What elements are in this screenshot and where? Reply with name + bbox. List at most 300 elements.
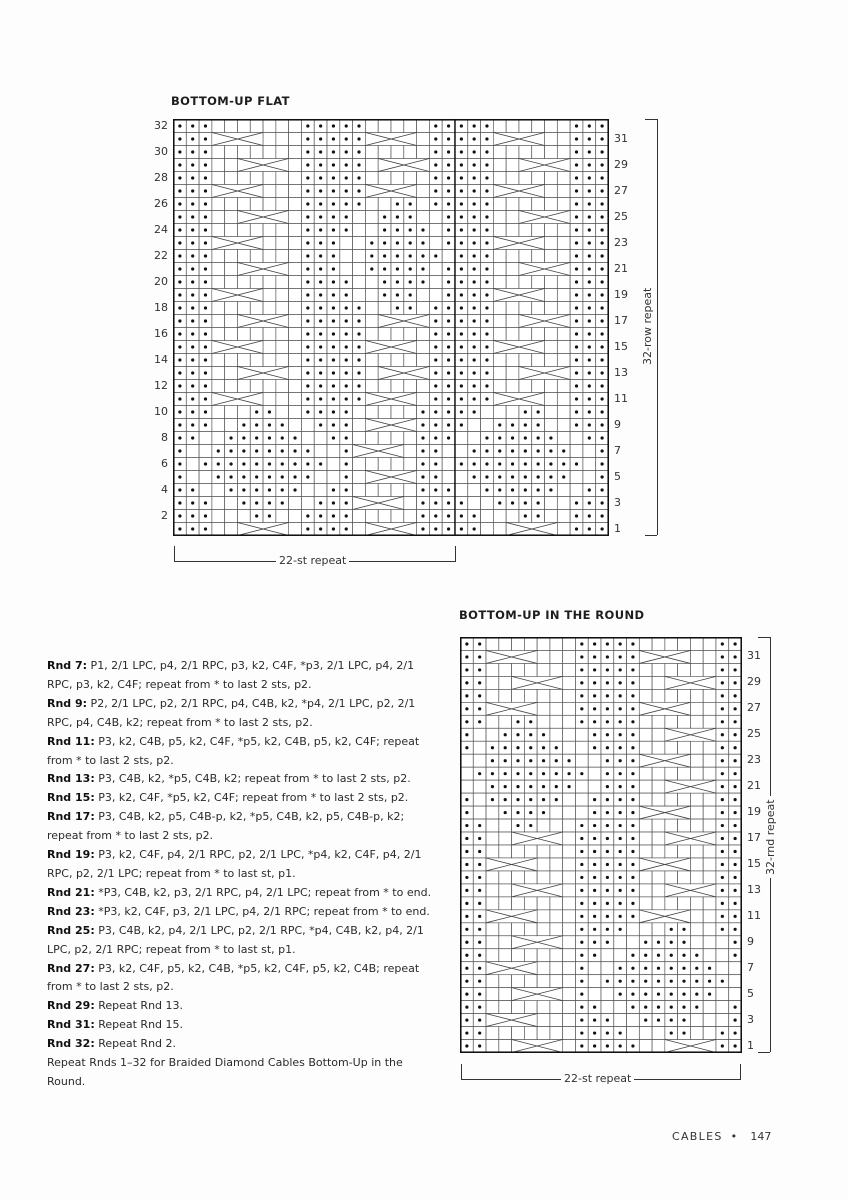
purl-dot bbox=[524, 488, 527, 491]
purl-dot bbox=[593, 798, 596, 801]
knit-cell bbox=[652, 715, 665, 728]
row-number: 5 bbox=[614, 469, 621, 483]
instruction-label: Rnd 29: bbox=[47, 999, 95, 1013]
purl-dot bbox=[345, 202, 348, 205]
purl-dot bbox=[204, 254, 207, 257]
purl-dot bbox=[721, 863, 724, 866]
row-number: 20 bbox=[154, 274, 168, 288]
purl-dot bbox=[473, 475, 476, 478]
knit-cell bbox=[289, 289, 302, 302]
knit-cell bbox=[524, 975, 537, 988]
knit-cell bbox=[353, 263, 366, 276]
knit-cell bbox=[263, 302, 276, 315]
purl-dot bbox=[682, 941, 685, 944]
purl-dot bbox=[562, 462, 565, 465]
purl-dot bbox=[204, 137, 207, 140]
purl-dot bbox=[191, 280, 194, 283]
knit-cell bbox=[486, 1040, 499, 1053]
purl-dot bbox=[606, 850, 609, 853]
knit-cell bbox=[404, 458, 417, 471]
purl-dot bbox=[357, 384, 360, 387]
knit-cell bbox=[276, 120, 289, 133]
purl-dot bbox=[606, 642, 609, 645]
purl-dot bbox=[580, 707, 583, 710]
purl-dot bbox=[383, 241, 386, 244]
purl-dot bbox=[421, 228, 424, 231]
purl-dot bbox=[178, 124, 181, 127]
purl-dot bbox=[588, 267, 591, 270]
purl-dot bbox=[447, 436, 450, 439]
row-number: 17 bbox=[614, 313, 628, 327]
knit-cell bbox=[289, 224, 302, 237]
row-number: 28 bbox=[154, 170, 168, 184]
knit-cell bbox=[703, 702, 716, 715]
purl-dot bbox=[434, 137, 437, 140]
knit-cell bbox=[499, 819, 512, 832]
knit-cell bbox=[550, 819, 563, 832]
purl-dot bbox=[465, 668, 468, 671]
knit-cell bbox=[703, 638, 716, 651]
row-number: 8 bbox=[161, 430, 168, 444]
knit-cell bbox=[703, 1027, 716, 1040]
purl-dot bbox=[721, 798, 724, 801]
purl-dot bbox=[498, 488, 501, 491]
purl-dot bbox=[631, 824, 634, 827]
knit-cell bbox=[276, 237, 289, 250]
knit-cell bbox=[570, 445, 583, 458]
purl-dot bbox=[606, 876, 609, 879]
knit-cell bbox=[639, 638, 652, 651]
knit-cell bbox=[537, 949, 550, 962]
knit-cell bbox=[289, 133, 302, 146]
purl-dot bbox=[478, 889, 481, 892]
knit-cell bbox=[499, 975, 512, 988]
knit-cell bbox=[729, 962, 742, 975]
knit-cell bbox=[506, 159, 519, 172]
purl-dot bbox=[670, 941, 673, 944]
knit-cell bbox=[690, 845, 703, 858]
knit-cell bbox=[493, 120, 506, 133]
purl-dot bbox=[242, 436, 245, 439]
purl-dot bbox=[204, 202, 207, 205]
knit-cell bbox=[250, 328, 263, 341]
purl-dot bbox=[478, 1044, 481, 1047]
knit-cell bbox=[486, 676, 499, 689]
purl-dot bbox=[473, 176, 476, 179]
purl-dot bbox=[644, 993, 647, 996]
knit-cell bbox=[601, 988, 614, 1001]
knit-cell bbox=[519, 198, 532, 211]
purl-dot bbox=[460, 267, 463, 270]
purl-dot bbox=[619, 642, 622, 645]
knit-cell bbox=[557, 302, 570, 315]
purl-dot bbox=[465, 889, 468, 892]
purl-dot bbox=[332, 124, 335, 127]
purl-dot bbox=[178, 163, 181, 166]
knit-cell bbox=[314, 471, 327, 484]
instruction-text: Repeat Rnd 15. bbox=[94, 1018, 184, 1032]
knit-cell bbox=[506, 302, 519, 315]
knit-cell bbox=[563, 897, 576, 910]
purl-dot bbox=[498, 475, 501, 478]
purl-dot bbox=[478, 681, 481, 684]
purl-dot bbox=[255, 501, 258, 504]
purl-dot bbox=[409, 280, 412, 283]
knit-cell bbox=[263, 380, 276, 393]
knit-cell bbox=[353, 276, 366, 289]
purl-dot bbox=[721, 902, 724, 905]
knit-cell bbox=[365, 432, 378, 445]
purl-dot bbox=[383, 254, 386, 257]
knit-cell bbox=[429, 211, 442, 224]
knit-cell bbox=[537, 819, 550, 832]
knit-cell bbox=[486, 845, 499, 858]
knit-cell bbox=[212, 302, 225, 315]
instruction-label: Rnd 11: bbox=[47, 734, 95, 748]
purl-dot bbox=[306, 189, 309, 192]
purl-dot bbox=[332, 215, 335, 218]
purl-dot bbox=[516, 811, 519, 814]
knit-cell bbox=[519, 146, 532, 159]
row-number: 2 bbox=[161, 508, 168, 522]
purl-dot bbox=[421, 241, 424, 244]
purl-dot bbox=[319, 241, 322, 244]
knit-cell bbox=[486, 897, 499, 910]
instruction-line bbox=[47, 997, 442, 1016]
knit-cell bbox=[225, 315, 238, 328]
purl-dot bbox=[485, 462, 488, 465]
purl-dot bbox=[721, 1031, 724, 1034]
purl-dot bbox=[734, 759, 737, 762]
purl-dot bbox=[695, 980, 698, 983]
purl-dot bbox=[268, 488, 271, 491]
knit-cell bbox=[557, 185, 570, 198]
purl-dot bbox=[332, 488, 335, 491]
knit-cell bbox=[665, 793, 678, 806]
purl-dot bbox=[357, 124, 360, 127]
knit-cell bbox=[250, 276, 263, 289]
purl-dot bbox=[319, 124, 322, 127]
knit-cell bbox=[678, 819, 691, 832]
purl-dot bbox=[332, 280, 335, 283]
knit-cell bbox=[665, 638, 678, 651]
purl-dot bbox=[511, 488, 514, 491]
purl-dot bbox=[345, 384, 348, 387]
instruction-label: Rnd 23: bbox=[47, 904, 95, 918]
purl-dot bbox=[306, 306, 309, 309]
knit-cell bbox=[557, 224, 570, 237]
knit-cell bbox=[563, 741, 576, 754]
knit-cell bbox=[537, 897, 550, 910]
purl-dot bbox=[734, 941, 737, 944]
purl-dot bbox=[281, 436, 284, 439]
knit-cell bbox=[652, 638, 665, 651]
row-number: 12 bbox=[154, 378, 168, 392]
knit-cell bbox=[365, 224, 378, 237]
flat-horizontal-repeat-label: 22-st repeat bbox=[276, 554, 349, 567]
purl-dot bbox=[204, 241, 207, 244]
purl-dot bbox=[516, 798, 519, 801]
purl-dot bbox=[631, 642, 634, 645]
knit-cell bbox=[519, 354, 532, 367]
knit-cell bbox=[442, 458, 455, 471]
purl-dot bbox=[529, 772, 532, 775]
knit-cell bbox=[276, 224, 289, 237]
purl-dot bbox=[537, 436, 540, 439]
purl-dot bbox=[606, 655, 609, 658]
purl-dot bbox=[682, 1031, 685, 1034]
knit-cell bbox=[506, 276, 519, 289]
purl-dot bbox=[478, 928, 481, 931]
knit-cell bbox=[289, 497, 302, 510]
knit-cell bbox=[340, 237, 353, 250]
knit-cell bbox=[263, 237, 276, 250]
purl-dot bbox=[473, 332, 476, 335]
round-chart-grid bbox=[460, 637, 742, 1053]
knit-cell bbox=[524, 871, 537, 884]
knit-cell bbox=[486, 988, 499, 1001]
purl-dot bbox=[473, 241, 476, 244]
instruction-label: Rnd 25: bbox=[47, 923, 95, 937]
knit-cell bbox=[690, 754, 703, 767]
purl-dot bbox=[529, 824, 532, 827]
flat-chart-title: BOTTOM-UP FLAT bbox=[171, 94, 290, 108]
purl-dot bbox=[447, 410, 450, 413]
purl-dot bbox=[357, 345, 360, 348]
purl-dot bbox=[562, 475, 565, 478]
knit-cell bbox=[703, 650, 716, 663]
knit-cell bbox=[506, 406, 519, 419]
purl-dot bbox=[588, 384, 591, 387]
knit-cell bbox=[563, 858, 576, 871]
knit-cell bbox=[378, 484, 391, 497]
knit-cell bbox=[557, 172, 570, 185]
purl-dot bbox=[575, 163, 578, 166]
knit-cell bbox=[391, 406, 404, 419]
purl-dot bbox=[191, 423, 194, 426]
knit-cell bbox=[417, 302, 430, 315]
purl-dot bbox=[491, 772, 494, 775]
purl-dot bbox=[588, 501, 591, 504]
instruction-line bbox=[47, 1016, 442, 1035]
purl-dot bbox=[721, 720, 724, 723]
purl-dot bbox=[588, 293, 591, 296]
knit-cell bbox=[481, 497, 494, 510]
knit-cell bbox=[588, 754, 601, 767]
purl-dot bbox=[293, 449, 296, 452]
purl-dot bbox=[191, 150, 194, 153]
knit-cell bbox=[276, 250, 289, 263]
purl-dot bbox=[601, 384, 604, 387]
purl-dot bbox=[542, 733, 545, 736]
purl-dot bbox=[332, 228, 335, 231]
knit-cell bbox=[703, 858, 716, 871]
knit-cell bbox=[563, 806, 576, 819]
knit-cell bbox=[652, 923, 665, 936]
knit-cell bbox=[493, 315, 506, 328]
purl-dot bbox=[593, 1031, 596, 1034]
instruction-line bbox=[47, 1035, 442, 1054]
knit-cell bbox=[391, 484, 404, 497]
knit-cell bbox=[627, 936, 640, 949]
purl-dot bbox=[593, 1044, 596, 1047]
knit-cell bbox=[353, 510, 366, 523]
knit-cell bbox=[563, 988, 576, 1001]
knit-cell bbox=[473, 754, 486, 767]
purl-dot bbox=[345, 449, 348, 452]
knit-cell bbox=[678, 793, 691, 806]
purl-dot bbox=[460, 215, 463, 218]
knit-cell bbox=[639, 819, 652, 832]
knit-cell bbox=[499, 1040, 512, 1053]
purl-dot bbox=[580, 772, 583, 775]
knit-cell bbox=[545, 250, 558, 263]
purl-dot bbox=[383, 215, 386, 218]
purl-dot bbox=[319, 189, 322, 192]
knit-cell bbox=[250, 380, 263, 393]
knit-cell bbox=[289, 354, 302, 367]
page-footer bbox=[672, 1130, 771, 1143]
knit-cell bbox=[212, 510, 225, 523]
knit-cell bbox=[550, 689, 563, 702]
purl-dot bbox=[465, 876, 468, 879]
purl-dot bbox=[306, 124, 309, 127]
knit-cell bbox=[652, 689, 665, 702]
knit-cell bbox=[365, 484, 378, 497]
purl-dot bbox=[601, 215, 604, 218]
knit-cell bbox=[550, 897, 563, 910]
knit-cell bbox=[690, 819, 703, 832]
purl-dot bbox=[734, 733, 737, 736]
purl-dot bbox=[204, 280, 207, 283]
purl-dot bbox=[473, 280, 476, 283]
knit-cell bbox=[263, 146, 276, 159]
purl-dot bbox=[606, 720, 609, 723]
purl-dot bbox=[332, 410, 335, 413]
knit-cell bbox=[212, 146, 225, 159]
row-number: 9 bbox=[614, 417, 621, 431]
knit-cell bbox=[417, 146, 430, 159]
knit-cell bbox=[506, 146, 519, 159]
purl-dot bbox=[465, 746, 468, 749]
knit-cell bbox=[639, 663, 652, 676]
purl-dot bbox=[460, 462, 463, 465]
knit-cell bbox=[212, 224, 225, 237]
purl-dot bbox=[504, 798, 507, 801]
purl-dot bbox=[524, 514, 527, 517]
knit-cell bbox=[391, 172, 404, 185]
knit-cell bbox=[499, 1001, 512, 1014]
knit-cell bbox=[690, 1027, 703, 1040]
knit-cell bbox=[639, 728, 652, 741]
purl-dot bbox=[178, 475, 181, 478]
purl-dot bbox=[229, 488, 232, 491]
purl-dot bbox=[619, 980, 622, 983]
purl-dot bbox=[319, 384, 322, 387]
knit-cell bbox=[512, 923, 525, 936]
purl-dot bbox=[721, 980, 724, 983]
knit-cell bbox=[493, 250, 506, 263]
purl-dot bbox=[178, 345, 181, 348]
purl-dot bbox=[306, 514, 309, 517]
purl-dot bbox=[478, 642, 481, 645]
purl-dot bbox=[631, 902, 634, 905]
purl-dot bbox=[575, 254, 578, 257]
purl-dot bbox=[588, 345, 591, 348]
purl-dot bbox=[657, 980, 660, 983]
purl-dot bbox=[485, 176, 488, 179]
purl-dot bbox=[465, 980, 468, 983]
purl-dot bbox=[485, 436, 488, 439]
purl-dot bbox=[191, 410, 194, 413]
instruction-text: P3, C4B, k2, p5, C4B-p, k2, *p5, C4B, k2, p5, C4B-p, k2; repeat from * to last 2 sts, p2. bbox=[47, 810, 405, 843]
purl-dot bbox=[555, 785, 558, 788]
purl-dot bbox=[619, 967, 622, 970]
purl-dot bbox=[473, 306, 476, 309]
round-st-bracket-right bbox=[740, 1064, 741, 1080]
knit-cell bbox=[570, 432, 583, 445]
purl-dot bbox=[516, 720, 519, 723]
purl-dot bbox=[485, 345, 488, 348]
purl-dot bbox=[204, 384, 207, 387]
purl-dot bbox=[601, 306, 604, 309]
knit-cell bbox=[557, 406, 570, 419]
purl-dot bbox=[537, 449, 540, 452]
knit-cell bbox=[601, 962, 614, 975]
purl-dot bbox=[229, 436, 232, 439]
purl-dot bbox=[644, 954, 647, 957]
purl-dot bbox=[478, 655, 481, 658]
purl-dot bbox=[383, 293, 386, 296]
knit-cell bbox=[665, 845, 678, 858]
knit-cell bbox=[212, 250, 225, 263]
knit-cell bbox=[486, 806, 499, 819]
knit-cell bbox=[212, 406, 225, 419]
knit-cell bbox=[563, 1040, 576, 1053]
purl-dot bbox=[549, 475, 552, 478]
purl-dot bbox=[511, 475, 514, 478]
purl-dot bbox=[721, 915, 724, 918]
purl-dot bbox=[516, 759, 519, 762]
purl-dot bbox=[447, 371, 450, 374]
knit-cell bbox=[289, 276, 302, 289]
knit-cell bbox=[557, 419, 570, 432]
knit-cell bbox=[550, 650, 563, 663]
purl-dot bbox=[588, 436, 591, 439]
knit-cell bbox=[550, 1014, 563, 1027]
knit-cell bbox=[557, 380, 570, 393]
knit-cell bbox=[365, 406, 378, 419]
knit-cell bbox=[499, 923, 512, 936]
knit-cell bbox=[563, 845, 576, 858]
purl-dot bbox=[580, 876, 583, 879]
purl-dot bbox=[204, 397, 207, 400]
knit-cell bbox=[499, 689, 512, 702]
purl-dot bbox=[619, 811, 622, 814]
knit-cell bbox=[250, 250, 263, 263]
purl-dot bbox=[575, 423, 578, 426]
knit-cell bbox=[493, 523, 506, 536]
purl-dot bbox=[478, 915, 481, 918]
purl-dot bbox=[504, 785, 507, 788]
knit-cell bbox=[276, 328, 289, 341]
purl-dot bbox=[619, 655, 622, 658]
purl-dot bbox=[580, 668, 583, 671]
knit-cell bbox=[703, 910, 716, 923]
purl-dot bbox=[434, 436, 437, 439]
purl-dot bbox=[575, 293, 578, 296]
row-number: 3 bbox=[614, 495, 621, 509]
